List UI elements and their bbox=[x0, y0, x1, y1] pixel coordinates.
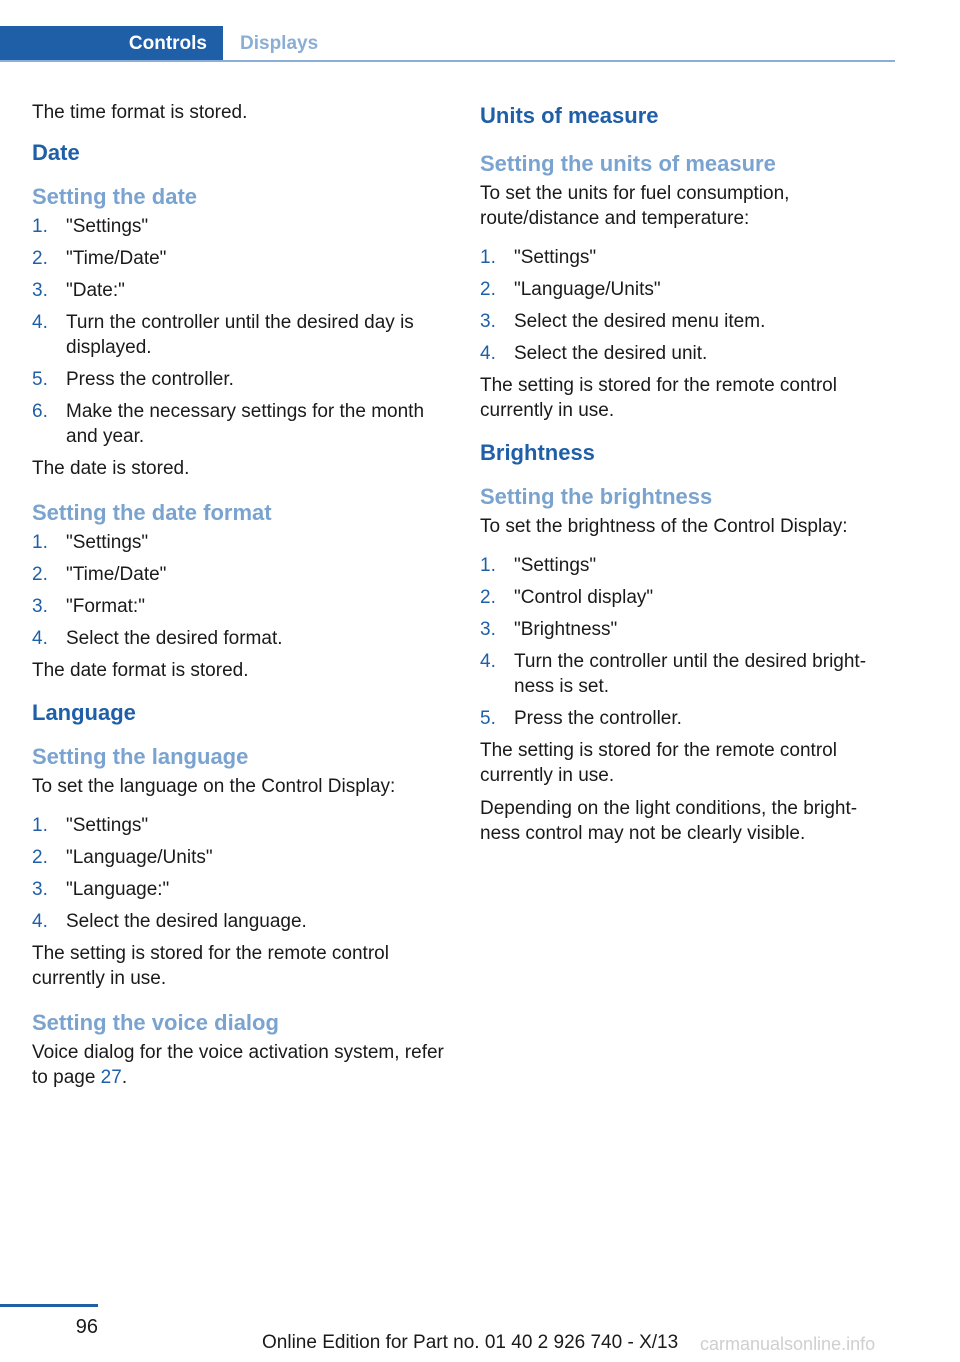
step-text: Turn the controller until the desired bright‐ness is set. bbox=[514, 651, 867, 697]
step-text: "Settings" bbox=[66, 532, 149, 553]
step-text: Press the controller. bbox=[66, 369, 234, 390]
footer-divider bbox=[0, 1304, 98, 1307]
step-text: "Settings" bbox=[514, 247, 597, 268]
tab-controls[interactable]: Controls bbox=[0, 26, 223, 61]
step-text: Turn the controller until the desired day is displayed. bbox=[66, 312, 414, 358]
list-item bbox=[480, 245, 894, 270]
list-item bbox=[32, 399, 446, 449]
step-number: 4. bbox=[480, 651, 496, 672]
step-number: 5. bbox=[480, 708, 496, 729]
list-item bbox=[480, 309, 894, 334]
step-number: 6. bbox=[32, 401, 48, 422]
step-number: 4. bbox=[32, 911, 48, 932]
setting-language-title: Setting the language bbox=[32, 744, 249, 769]
step-number: 4. bbox=[32, 312, 48, 333]
units-intro: To set the units for fuel consumption, route/distance and temperature: bbox=[480, 183, 790, 229]
watermark: carmanualsonline.info bbox=[700, 1334, 876, 1354]
step-number: 1. bbox=[32, 532, 48, 553]
step-number: 2. bbox=[480, 587, 496, 608]
step-number: 3. bbox=[32, 280, 48, 301]
step-number: 2. bbox=[32, 564, 48, 585]
step-number: 2. bbox=[480, 279, 496, 300]
list-item bbox=[32, 214, 446, 239]
step-number: 3. bbox=[32, 879, 48, 900]
setting-date-format-steps bbox=[32, 530, 446, 651]
list-item bbox=[32, 845, 446, 870]
step-text: "Control display" bbox=[514, 587, 654, 608]
list-item bbox=[32, 626, 446, 651]
step-number: 4. bbox=[480, 343, 496, 364]
list-item bbox=[32, 310, 446, 360]
list-item bbox=[32, 813, 446, 838]
list-item bbox=[32, 278, 446, 303]
date-stored-note: The date is stored. bbox=[32, 458, 190, 479]
setting-date-title: Setting the date bbox=[32, 184, 198, 209]
step-text: "Time/Date" bbox=[66, 248, 167, 269]
list-item bbox=[480, 585, 894, 610]
step-number: 5. bbox=[32, 369, 48, 390]
setting-language-steps bbox=[32, 813, 446, 934]
step-text: "Language/Units" bbox=[514, 279, 661, 300]
step-text: Make the necessary settings for the month and year. bbox=[66, 401, 425, 447]
step-number: 2. bbox=[32, 847, 48, 868]
step-text: "Settings" bbox=[66, 216, 149, 237]
list-item bbox=[480, 706, 894, 731]
list-item bbox=[32, 530, 446, 555]
step-number: 1. bbox=[480, 555, 496, 576]
brightness-stored-note: The setting is stored for the remote control currently in use. bbox=[480, 740, 837, 786]
page-number: 96 bbox=[75, 1316, 98, 1338]
step-number: 2. bbox=[32, 248, 48, 269]
step-number: 3. bbox=[480, 311, 496, 332]
list-item bbox=[480, 553, 894, 578]
list-item bbox=[32, 909, 446, 934]
step-text: "Brightness" bbox=[514, 619, 618, 640]
step-text: "Language/Units" bbox=[66, 847, 213, 868]
language-intro: To set the language on the Control Display: bbox=[32, 776, 396, 797]
setting-brightness-title: Setting the brightness bbox=[480, 484, 713, 509]
step-number: 4. bbox=[32, 628, 48, 649]
list-item bbox=[480, 341, 894, 366]
step-text: "Time/Date" bbox=[66, 564, 167, 585]
setting-units-title: Setting the units of measure bbox=[480, 151, 776, 176]
step-text: "Language:" bbox=[66, 879, 170, 900]
step-text: Select the desired unit. bbox=[514, 343, 708, 364]
step-text: "Settings" bbox=[66, 815, 149, 836]
language-stored-note: The setting is stored for the remote control currently in use. bbox=[32, 943, 389, 989]
step-text: Select the desired menu item. bbox=[514, 311, 766, 332]
date-heading: Date bbox=[32, 140, 80, 165]
voice-dialog-text-before: Voice dialog for the voice activation system, refer to page bbox=[32, 1042, 444, 1088]
brightness-heading: Brightness bbox=[480, 440, 595, 465]
setting-brightness-steps bbox=[480, 553, 894, 731]
setting-units-steps bbox=[480, 245, 894, 366]
units-stored-note: The setting is stored for the remote control currently in use. bbox=[480, 375, 837, 421]
language-heading: Language bbox=[32, 700, 136, 725]
step-text: Press the controller. bbox=[514, 708, 682, 729]
setting-date-steps bbox=[32, 214, 446, 449]
step-number: 1. bbox=[32, 216, 48, 237]
list-item bbox=[32, 594, 446, 619]
list-item bbox=[32, 246, 446, 271]
voice-dialog-text bbox=[32, 1040, 446, 1090]
step-number: 3. bbox=[480, 619, 496, 640]
step-number: 3. bbox=[32, 596, 48, 617]
tab-displays[interactable]: Displays bbox=[240, 32, 319, 54]
list-item bbox=[32, 562, 446, 587]
step-text: "Date:" bbox=[66, 280, 125, 301]
left-column bbox=[32, 100, 446, 1098]
list-item bbox=[32, 367, 446, 392]
list-item bbox=[480, 617, 894, 642]
header-divider bbox=[0, 60, 895, 62]
voice-dialog-text-after: . bbox=[121, 1067, 128, 1088]
brightness-intro: To set the brightness of the Control Display: bbox=[480, 516, 848, 537]
step-number: 1. bbox=[480, 247, 496, 268]
step-text: Select the desired format. bbox=[66, 628, 283, 649]
setting-date-format-title: Setting the date format bbox=[32, 500, 272, 525]
time-format-note: The time format is stored. bbox=[32, 102, 248, 123]
page-27-link[interactable]: 27 bbox=[100, 1067, 122, 1088]
units-heading: Units of measure bbox=[480, 103, 659, 128]
list-item bbox=[480, 649, 894, 699]
voice-dialog-title: Setting the voice dialog bbox=[32, 1010, 279, 1035]
brightness-visibility-note: Depending on the light conditions, the bright‐ness control may not be clearly visible. bbox=[480, 798, 858, 844]
right-column bbox=[480, 100, 894, 854]
list-item bbox=[480, 277, 894, 302]
step-text: "Settings" bbox=[514, 555, 597, 576]
step-number: 1. bbox=[32, 815, 48, 836]
page-header bbox=[0, 0, 960, 62]
date-format-stored-note: The date format is stored. bbox=[32, 660, 249, 681]
edition-info: Online Edition for Part no. 01 40 2 926 740 - X/13 bbox=[262, 1332, 679, 1353]
step-text: Select the desired language. bbox=[66, 911, 307, 932]
list-item bbox=[32, 877, 446, 902]
step-text: "Format:" bbox=[66, 596, 145, 617]
